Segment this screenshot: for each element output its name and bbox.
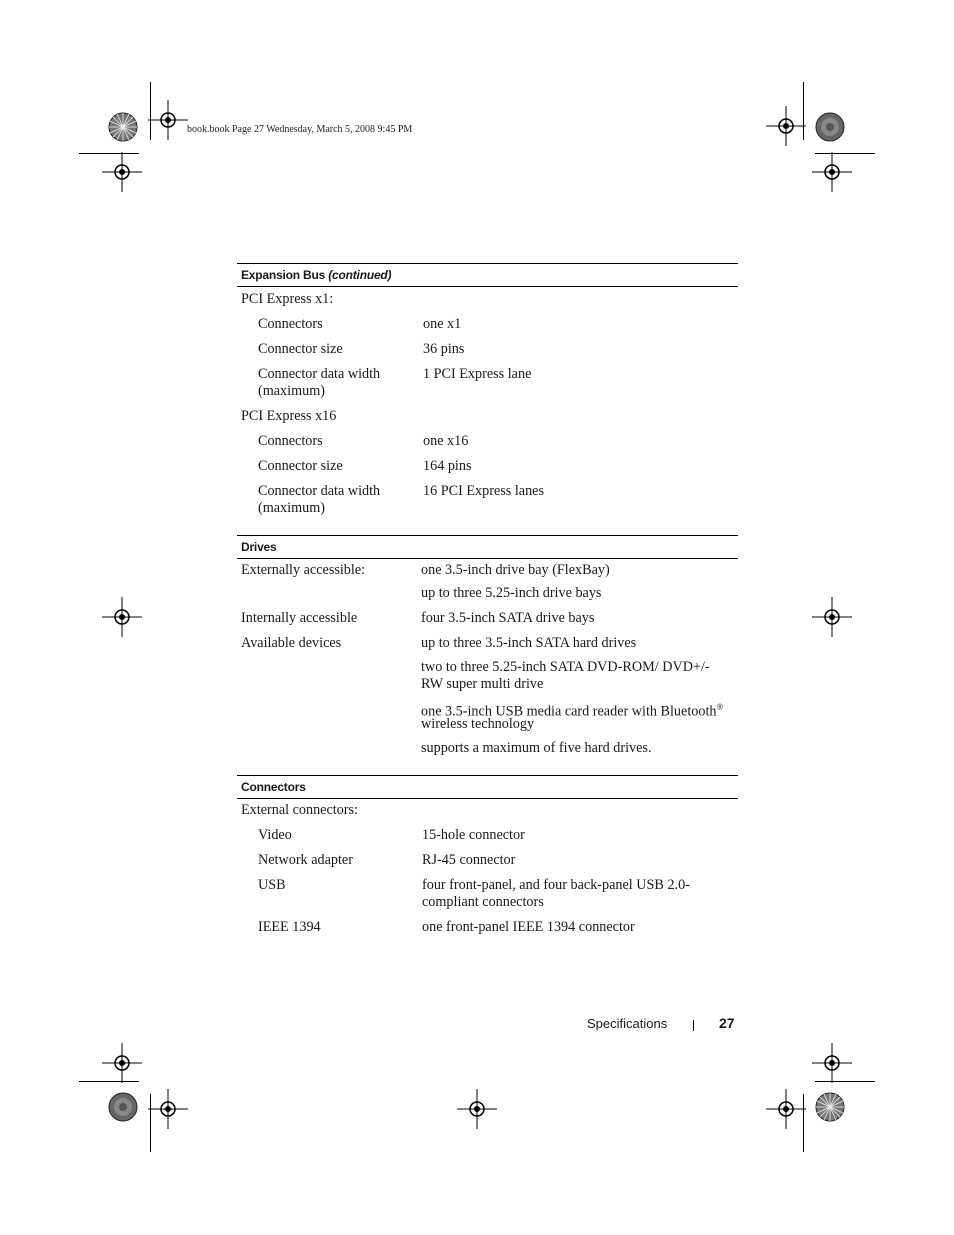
spec-value: up to three 3.5-inch SATA hard drives [421, 635, 637, 651]
spec-value: RJ-45 connector [422, 852, 516, 868]
registration-mark-icon [102, 152, 142, 192]
spec-value: one 3.5-inch drive bay (FlexBay) [421, 562, 610, 578]
section-header [237, 775, 738, 799]
spec-label: Connectors [258, 316, 323, 332]
spec-label: Connector size [258, 458, 343, 474]
starburst-target-icon [108, 1092, 138, 1122]
spec-value: four 3.5-inch SATA drive bays [421, 610, 595, 626]
spec-value: four front-panel, and four back-panel USB 2.0- [422, 877, 690, 893]
drives-section [237, 535, 738, 765]
registration-mark-icon [766, 1089, 806, 1129]
starburst-target-icon [815, 1092, 845, 1122]
spec-label: Connector data width [258, 366, 381, 382]
spec-label: Available devices [241, 635, 342, 651]
registration-mark-icon [812, 152, 852, 192]
registration-mark-icon [148, 100, 188, 140]
spec-label: (maximum) [258, 500, 325, 516]
spec-value: supports a maximum of five hard drives. [421, 740, 652, 756]
footer-divider [693, 1020, 694, 1031]
spec-label: (maximum) [258, 383, 325, 399]
spec-label: USB [258, 877, 286, 893]
section-title: Connectors [241, 780, 306, 794]
spec-group-label: PCI Express x1: [241, 291, 334, 307]
registration-mark-icon [102, 1043, 142, 1083]
registration-mark-icon [102, 597, 142, 637]
spec-value: 164 pins [423, 458, 472, 474]
spec-label: Connector size [258, 341, 343, 357]
section-title: Expansion Bus [241, 268, 326, 282]
spec-value: two to three 5.25-inch SATA DVD-ROM/ DVD+/- [421, 659, 710, 675]
starburst-target-icon [108, 112, 138, 142]
spec-label: Connectors [258, 433, 323, 449]
page-number: 27 [719, 1015, 735, 1031]
section-title-suffix: (continued) [328, 268, 392, 282]
registration-mark-icon [766, 106, 806, 146]
spec-value: one x16 [423, 433, 469, 449]
spec-value: 1 PCI Express lane [423, 366, 532, 382]
registered-mark: ® [716, 702, 724, 712]
spec-value: wireless technology [421, 716, 535, 732]
spec-value-text: one 3.5-inch USB media card reader with Bluetooth [421, 703, 717, 720]
section-header [237, 263, 738, 287]
spec-label: IEEE 1394 [258, 919, 321, 935]
spec-value: one x1 [423, 316, 462, 332]
print-info-line: book.book Page 27 Wednesday, March 5, 2008 9:45 PM [187, 124, 413, 135]
footer-section-label: Specifications [587, 1016, 668, 1031]
registration-mark-icon [812, 597, 852, 637]
spec-value: up to three 5.25-inch drive bays [421, 585, 602, 601]
spec-group-label: PCI Express x16 [241, 408, 337, 424]
registration-mark-icon [148, 1089, 188, 1129]
spec-value: 36 pins [423, 341, 465, 357]
connectors-section [237, 775, 738, 945]
spec-value: 16 PCI Express lanes [423, 483, 544, 499]
spec-label: Internally accessible [241, 610, 358, 626]
spec-label: Externally accessible: [241, 562, 366, 578]
spec-value: compliant connectors [422, 894, 544, 910]
spec-value: RW super multi drive [421, 676, 544, 692]
section-header [237, 535, 738, 559]
starburst-target-icon [815, 112, 845, 142]
registration-mark-icon [457, 1089, 497, 1129]
spec-value: 15-hole connector [422, 827, 525, 843]
spec-group-label: External connectors: [241, 802, 358, 818]
spec-label: Video [258, 827, 292, 843]
spec-label: Connector data width [258, 483, 381, 499]
expansion-bus-section [237, 263, 738, 523]
spec-value: one front-panel IEEE 1394 connector [422, 919, 635, 935]
spec-label: Network adapter [258, 852, 353, 868]
registration-mark-icon [812, 1043, 852, 1083]
section-title: Drives [241, 540, 277, 554]
